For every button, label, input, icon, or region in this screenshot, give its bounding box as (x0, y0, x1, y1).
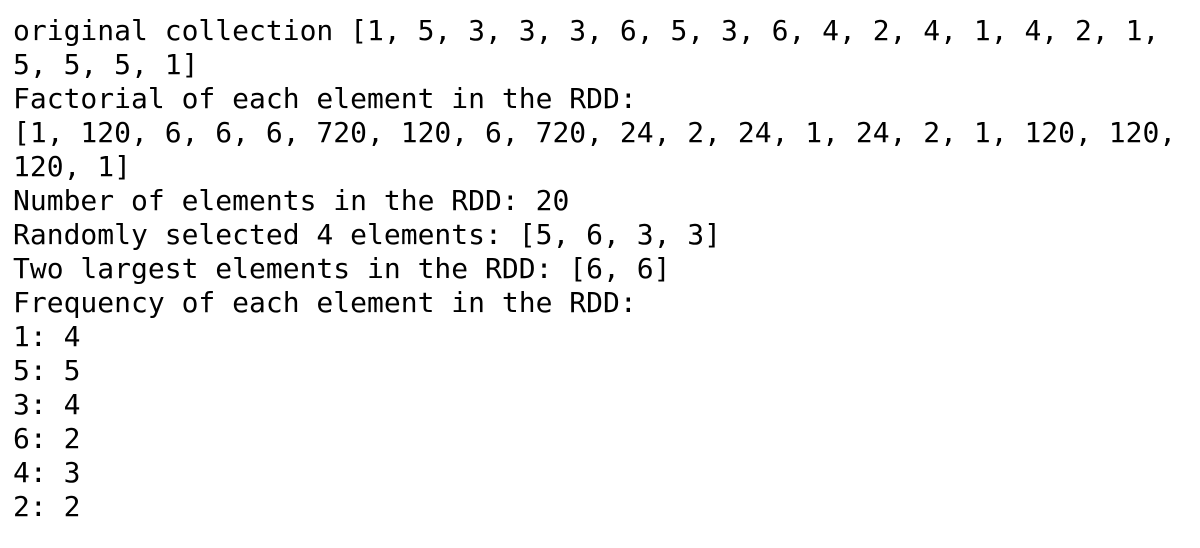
frequency-heading: Frequency of each element in the RDD: (13, 286, 637, 319)
console-output (13, 14, 1193, 524)
frequency-row: 2: 2 (13, 490, 81, 523)
factorial-heading: Factorial of each element in the RDD: (13, 82, 637, 115)
two-largest-line: Two largest elements in the RDD: [6, 6] (13, 252, 671, 285)
random-sample-line: Randomly selected 4 elements: [5, 6, 3, 3] (13, 218, 722, 251)
frequency-row: 1: 4 (13, 320, 81, 353)
frequency-row: 3: 4 (13, 388, 81, 421)
element-count-line: Number of elements in the RDD: 20 (13, 184, 570, 217)
factorial-values-line: [1, 120, 6, 6, 6, 720, 120, 6, 720, 24, 2, 24, 1, 24, 2, 1, 120, 120, (13, 116, 1177, 149)
factorial-values-line-continued: 120, 1] (13, 150, 132, 183)
original-collection-line: original collection [1, 5, 3, 3, 3, 6, 5, 3, 6, 4, 2, 4, 1, 4, 2, 1, (13, 14, 1160, 47)
frequency-row: 6: 2 (13, 422, 81, 455)
frequency-row: 5: 5 (13, 354, 81, 387)
frequency-row: 4: 3 (13, 456, 81, 489)
original-collection-line-continued: 5, 5, 5, 1] (13, 48, 199, 81)
